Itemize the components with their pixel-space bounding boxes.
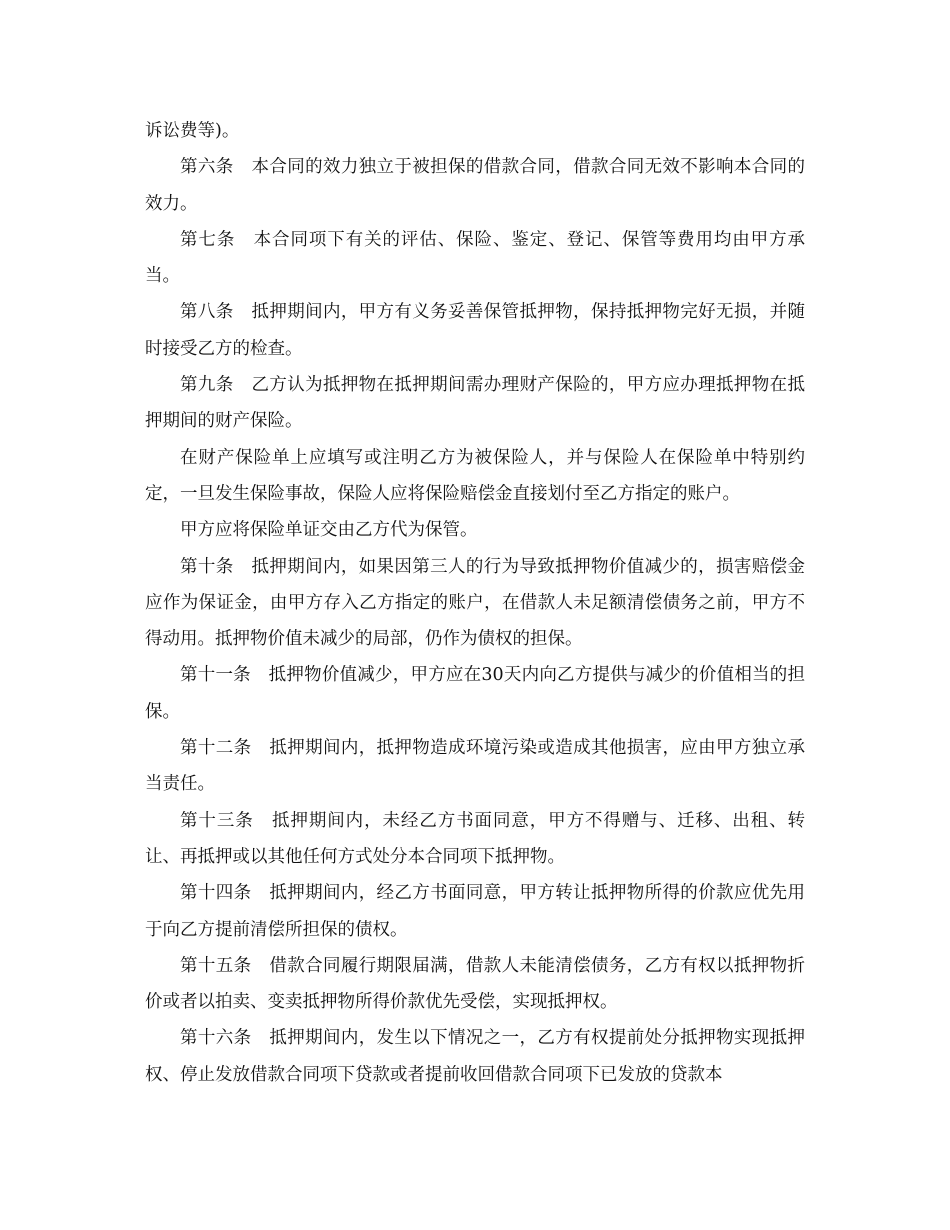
paragraph-text: 抵押期间内，甲方有义务妥善保管抵押物，保持抵押物完好无损，并随时接受乙方的检查。 — [145, 302, 806, 359]
paragraph-text: 借款合同履行期限届满，借款人未能清偿债务，乙方有权以抵押物折价或者以拍卖、变卖抵押物所得价款优先受偿，实现抵押权。 — [145, 955, 806, 1013]
paragraph-text: 抵押期间内，经乙方书面同意，甲方转让抵押物所得的价款应优先用于向乙方提前清偿所担保的债权。 — [145, 883, 806, 940]
article-number: 第九条 — [180, 375, 234, 396]
paragraph-text: 本合同项下有关的评估、保险、鉴定、登记、保管等费用均由甲方承当。 — [145, 229, 806, 287]
article-9-clause-custody — [145, 512, 805, 548]
article-8 — [145, 294, 805, 367]
article-number: 第十条 — [180, 556, 234, 577]
paragraph-text: 抵押期间内，发生以下情况之一，乙方有权提前处分抵押物实现抵押权、停止发放借款合同项下贷款或者提前收回借款合同项下已发放的贷款本 — [145, 1028, 806, 1085]
article-number: 第八条 — [180, 302, 234, 323]
document-body — [145, 113, 805, 1093]
article-16 — [145, 1020, 805, 1093]
paragraph-text: 抵押物价值减少，甲方应在30天内向乙方提供与减少的价值相当的担保。 — [145, 665, 805, 722]
article-15 — [145, 948, 805, 1021]
article-10 — [145, 549, 805, 658]
article-13 — [145, 803, 805, 876]
paragraph-text: 抵押期间内，如果因第三人的行为导致抵押物价值减少的，损害赔偿金应作为保证金，由甲方存入乙方指定的账户，在借款人未足额清偿债务之前，甲方不得动用。抵押物价值未减少的局部，仍作为债权的担保。 — [145, 556, 806, 650]
article-number: 第七条 — [180, 229, 236, 250]
paragraph-text: 本合同的效力独立于被担保的借款合同，借款合同无效不影响本合同的效力。 — [145, 157, 806, 214]
article-number: 第六条 — [180, 157, 234, 178]
article-11 — [145, 657, 805, 730]
paragraph-continuation — [145, 113, 805, 149]
paragraph-text: 抵押期间内，未经乙方书面同意，甲方不得赠与、迁移、出租、转让、再抵押或以其他任何方式处分本合同项下抵押物。 — [145, 810, 806, 867]
article-6 — [145, 149, 805, 222]
article-number: 第十一条 — [180, 665, 251, 686]
article-9-clause-insurance — [145, 440, 805, 513]
paragraph-text: 在财产保险单上应填写或注明乙方为被保险人，并与保险人在保险单中特别约定，一旦发生保险事故，保险人应将保险赔偿金直接划付至乙方指定的账户。 — [145, 447, 805, 504]
paragraph-text: 甲方应将保险单证交由乙方代为保管。 — [180, 520, 478, 541]
article-number: 第十四条 — [180, 883, 252, 904]
article-12 — [145, 730, 805, 803]
paragraph-text: 诉讼费等)。 — [145, 121, 240, 141]
paragraph-text: 抵押期间内，抵押物造成环境污染或造成其他损害，应由甲方独立承当责任。 — [145, 738, 806, 795]
paragraph-text: 乙方认为抵押物在抵押期间需办理财产保险的，甲方应办理抵押物在抵押期间的财产保险。 — [145, 375, 806, 432]
article-9 — [145, 367, 805, 440]
article-7 — [145, 222, 805, 295]
article-number: 第十三条 — [180, 810, 254, 831]
article-number: 第十六条 — [180, 1028, 252, 1049]
article-number: 第十五条 — [180, 955, 252, 976]
article-number: 第十二条 — [180, 738, 252, 759]
article-14 — [145, 875, 805, 948]
